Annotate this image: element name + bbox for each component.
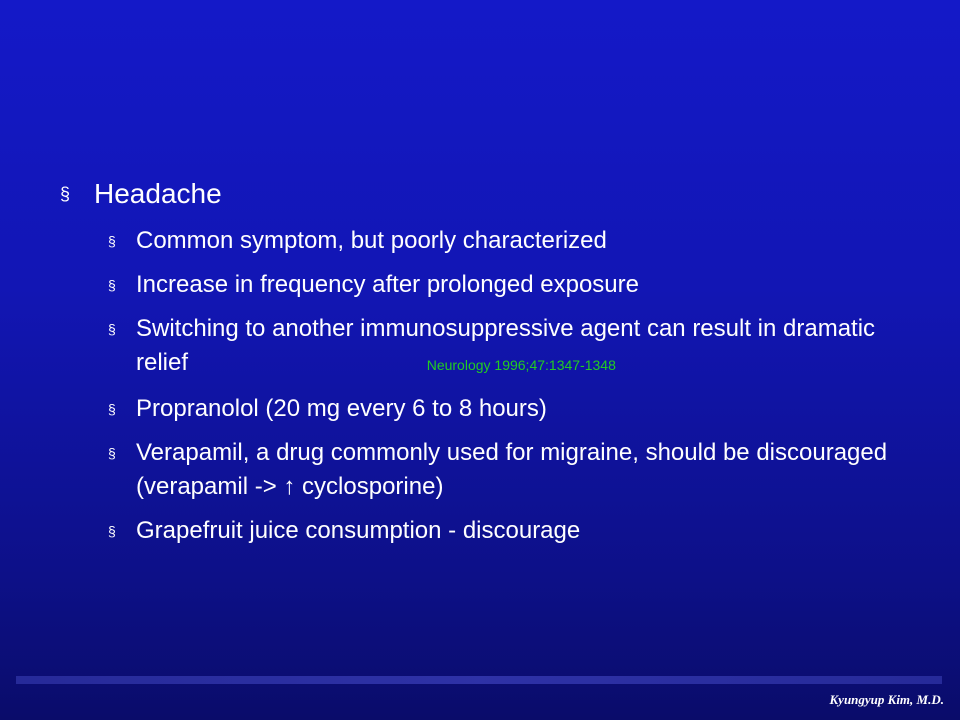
sub-bullet — [108, 392, 920, 426]
citation: Neurology 1996;47:1347-1348 — [426, 357, 616, 373]
bullet-marker-icon: § — [108, 233, 116, 249]
sub-bullet — [108, 436, 920, 504]
heading: Headache — [94, 178, 222, 209]
bullet-list — [60, 176, 920, 558]
footer-divider — [16, 676, 942, 684]
bullet-marker-icon: § — [108, 445, 116, 461]
sub-bullet-text: Verapamil, a drug commonly used for migraine, should be discouraged (verapamil -> ↑ cyclosporine) — [136, 439, 888, 500]
main-bullet — [60, 176, 920, 212]
bullet-marker-icon: § — [60, 184, 71, 204]
sub-bullet-content — [136, 312, 920, 382]
sub-bullet-text: Propranolol (20 mg every 6 to 8 hours) — [136, 395, 547, 422]
sub-bullet — [108, 312, 920, 382]
bullet-marker-icon: § — [108, 277, 116, 293]
bullet-marker-icon: § — [108, 401, 116, 417]
sub-bullet-text: Switching to another immunosuppressive agent can result in dramatic relief — [136, 315, 876, 376]
sub-bullet — [108, 514, 920, 548]
author-credit: Kyungyup Kim, M.D. — [829, 692, 944, 707]
sub-bullet — [108, 224, 920, 258]
sub-bullet — [108, 268, 920, 302]
bullet-marker-icon: § — [108, 321, 116, 337]
sub-bullet-text: Grapefruit juice consumption - discourage — [136, 517, 581, 544]
bullet-marker-icon: § — [108, 523, 116, 539]
sub-bullet-list — [108, 224, 920, 548]
sub-bullet-text: Common symptom, but poorly characterized — [136, 227, 607, 254]
sub-bullet-text: Increase in frequency after prolonged exposure — [136, 271, 639, 298]
